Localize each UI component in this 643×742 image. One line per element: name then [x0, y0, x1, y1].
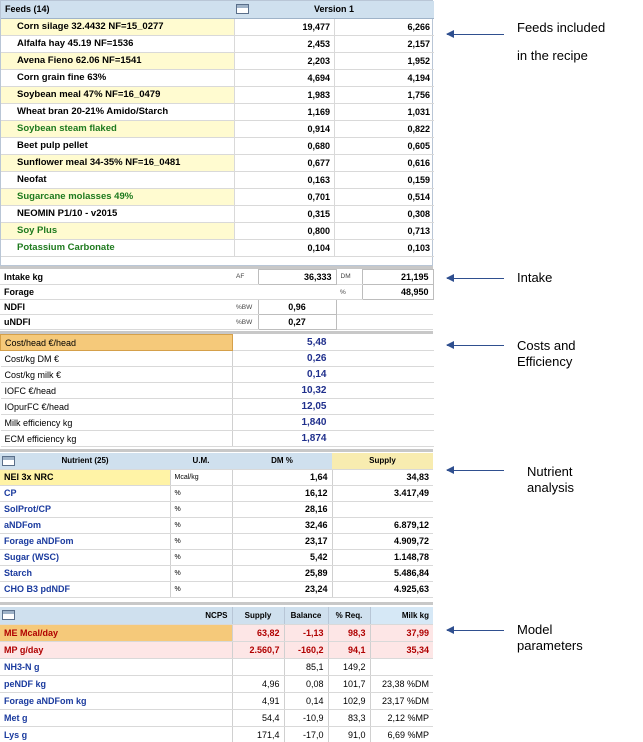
- dm-value[interactable]: 21,195: [362, 270, 433, 285]
- nutrient-name[interactable]: Forage aNDFom: [0, 533, 170, 549]
- feed-name[interactable]: Corn grain fine 63%: [1, 69, 234, 86]
- arrow-model: [447, 630, 504, 631]
- feed-row[interactable]: [1, 222, 434, 239]
- table-icon: [2, 456, 15, 466]
- ncps-name-header[interactable]: [0, 607, 232, 624]
- intake-label: Intake kg: [0, 270, 232, 285]
- costs-panel: [0, 334, 433, 447]
- ncps-supply: 2.560,7: [232, 641, 284, 658]
- feed-af-kg[interactable]: 0,315: [234, 205, 334, 222]
- ncps-milk: 35,34: [370, 641, 433, 658]
- nutrient-name[interactable]: aNDFom: [0, 517, 170, 533]
- ncps-req: 149,2: [328, 658, 370, 675]
- feed-af-kg[interactable]: 0,163: [234, 171, 334, 188]
- annotation-costs-line2: Efficiency: [517, 354, 573, 369]
- feed-row[interactable]: [1, 69, 434, 86]
- nutrient-count-label: Nutrient (25): [61, 456, 109, 466]
- feed-dm-kg[interactable]: 0,514: [335, 188, 434, 205]
- costs-table: [0, 334, 434, 447]
- feed-name[interactable]: Potassium Carbonate: [1, 239, 234, 256]
- nutrient-dm: 5,42: [232, 549, 332, 565]
- ncps-req: 94,1: [328, 641, 370, 658]
- nutrient-unit: %: [170, 581, 232, 597]
- grid-icon: [236, 4, 249, 14]
- nutrient-dm: 1,64: [232, 469, 332, 485]
- arrow-nutrient: [447, 470, 504, 471]
- feeds-table: [1, 1, 434, 257]
- ncps-milk: 37,99: [370, 624, 433, 641]
- ncps-row[interactable]: [0, 658, 433, 675]
- divider: [0, 449, 433, 452]
- undfi-label: uNDFI: [0, 315, 232, 330]
- ncps-row[interactable]: [0, 675, 433, 692]
- feed-af-kg[interactable]: 0,104: [234, 239, 334, 256]
- cost-label: Cost/head €/head: [1, 335, 233, 351]
- ncps-req: 83,3: [328, 709, 370, 726]
- nutrient-supply: 1.148,78: [332, 549, 433, 565]
- feed-dm-kg[interactable]: 0,103: [335, 239, 434, 256]
- cost-empty-cell: [333, 351, 434, 367]
- annotation-feeds-line2: in the recipe: [517, 48, 588, 63]
- annotation-model-line1: Model: [517, 622, 553, 637]
- ncps-req: 101,7: [328, 675, 370, 692]
- nutrient-panel: [0, 453, 433, 600]
- nutrient-unit: %: [170, 517, 232, 533]
- feed-name[interactable]: Corn silage 32.4432 NF=15_0277: [1, 18, 234, 35]
- nutrient-dm: 16,12: [232, 485, 332, 501]
- feed-af-kg[interactable]: 1,983: [234, 86, 334, 103]
- feed-dm-kg[interactable]: 1,756: [335, 86, 434, 103]
- annotation-costs: [517, 338, 576, 370]
- cost-value: 0,26: [233, 351, 333, 367]
- milk-header[interactable]: Milk kg: [370, 607, 433, 624]
- feed-name[interactable]: Avena Fieno 62.06 NF=1541: [1, 52, 234, 69]
- nutrient-name-header[interactable]: [0, 453, 170, 469]
- feed-dm-kg[interactable]: 0,605: [335, 137, 434, 154]
- feed-dm-kg[interactable]: 0,159: [335, 171, 434, 188]
- feed-dm-kg[interactable]: 1,031: [335, 103, 434, 120]
- nutrient-dm: 25,89: [232, 565, 332, 581]
- feed-dm-kg[interactable]: 1,952: [335, 52, 434, 69]
- um-header[interactable]: U.M.: [170, 453, 232, 469]
- nutrient-supply: 4.925,63: [332, 581, 433, 597]
- ncps-title: NCPS: [205, 610, 228, 620]
- arrow-intake: [447, 278, 504, 279]
- nutrient-dm: 32,46: [232, 517, 332, 533]
- cost-row: [1, 351, 434, 367]
- feed-dm-kg[interactable]: 0,822: [335, 120, 434, 137]
- cost-value: 10,32: [233, 383, 333, 399]
- cost-value: 12,05: [233, 399, 333, 415]
- cost-empty-cell: [333, 431, 434, 447]
- ncps-milk: 23,17 %DM: [370, 692, 433, 709]
- nutrient-table: [0, 453, 433, 598]
- cost-label: IOpurFC €/head: [1, 399, 233, 415]
- forage-unit: %: [336, 285, 362, 300]
- ncps-row[interactable]: [0, 692, 433, 709]
- feed-row[interactable]: [1, 35, 434, 52]
- ncps-panel: [0, 607, 433, 742]
- feed-row[interactable]: [1, 188, 434, 205]
- cost-label: Milk efficiency kg: [1, 415, 233, 431]
- nutrient-unit: %: [170, 549, 232, 565]
- feed-dm-kg[interactable]: 2,157: [335, 35, 434, 52]
- feed-af-kg[interactable]: 0,680: [234, 137, 334, 154]
- cost-empty-cell: [333, 415, 434, 431]
- feed-row[interactable]: [1, 52, 434, 69]
- arrow-costs: [447, 345, 504, 346]
- cost-row: [1, 399, 434, 415]
- ndfi-label: NDFI: [0, 300, 232, 315]
- forage-label: Forage: [0, 285, 232, 300]
- feeds-panel: [0, 0, 433, 266]
- feed-af-kg[interactable]: 2,453: [234, 35, 334, 52]
- nutrient-unit: %: [170, 565, 232, 581]
- cost-value: 1,840: [233, 415, 333, 431]
- ncps-supply: [232, 658, 284, 675]
- nutrient-name[interactable]: Sugar (WSC): [0, 549, 170, 565]
- dm-unit: DM: [336, 270, 362, 285]
- ncps-balance: 0,14: [284, 692, 328, 709]
- annotation-feeds-line1: Feeds included: [517, 20, 606, 35]
- feed-row[interactable]: [1, 18, 434, 35]
- nutrient-row[interactable]: [0, 485, 433, 501]
- feed-name[interactable]: Sugarcane molasses 49%: [1, 188, 234, 205]
- nutrient-unit: %: [170, 501, 232, 517]
- af-value[interactable]: 36,333: [258, 270, 336, 285]
- ncps-row[interactable]: [0, 726, 433, 742]
- nutrient-unit: %: [170, 485, 232, 501]
- feed-af-kg[interactable]: 4,694: [234, 69, 334, 86]
- feed-row[interactable]: [1, 86, 434, 103]
- nutrient-supply: 5.486,84: [332, 565, 433, 581]
- feed-row[interactable]: [1, 137, 434, 154]
- cost-value: 5,48: [233, 335, 333, 351]
- feed-row[interactable]: [1, 171, 434, 188]
- feed-row[interactable]: [1, 103, 434, 120]
- cost-row: [1, 335, 434, 351]
- feed-row[interactable]: [1, 239, 434, 256]
- feed-name[interactable]: Beet pulp pellet: [1, 137, 234, 154]
- ncps-balance: -160,2: [284, 641, 328, 658]
- feed-af-kg[interactable]: 0,701: [234, 188, 334, 205]
- ncps-balance: -10,9: [284, 709, 328, 726]
- feed-af-kg[interactable]: 0,914: [234, 120, 334, 137]
- feed-name[interactable]: Neofat: [1, 171, 234, 188]
- nutrient-unit: Mcal/kg: [170, 469, 232, 485]
- ncps-table: [0, 607, 433, 742]
- nutrient-name[interactable]: SolProt/CP: [0, 501, 170, 517]
- annotation-model-line2: parameters: [517, 638, 583, 653]
- feed-row[interactable]: [1, 205, 434, 222]
- nutrient-dm: 28,16: [232, 501, 332, 517]
- annotation-costs-line1: Costs and: [517, 338, 576, 353]
- feed-dm-kg[interactable]: 0,616: [335, 154, 434, 171]
- supply-header[interactable]: Supply: [332, 453, 433, 469]
- ncps-name[interactable]: peNDF kg: [0, 675, 232, 692]
- cost-label: Cost/kg milk €: [1, 367, 233, 383]
- feed-name[interactable]: Wheat bran 20-21% Amido/Starch: [1, 103, 234, 120]
- nutrient-row[interactable]: [0, 533, 433, 549]
- nutrient-name[interactable]: Starch: [0, 565, 170, 581]
- ndfi-row: [0, 300, 433, 315]
- feeds-title[interactable]: Feeds (14): [1, 1, 234, 18]
- forage-row: [0, 285, 433, 300]
- nutrient-supply: [332, 501, 433, 517]
- nutrient-header: [0, 453, 433, 469]
- version-label: Version 1: [314, 4, 355, 15]
- ndfi-value[interactable]: 0,96: [258, 300, 336, 315]
- ncps-balance: -1,13: [284, 624, 328, 641]
- ncps-supply: 54,4: [232, 709, 284, 726]
- feed-name[interactable]: Soybean steam flaked: [1, 120, 234, 137]
- cost-row: [1, 383, 434, 399]
- feed-name[interactable]: Soy Plus: [1, 222, 234, 239]
- feed-row[interactable]: [1, 120, 434, 137]
- dm-header[interactable]: DM %: [232, 453, 332, 469]
- req-header[interactable]: % Req.: [328, 607, 370, 624]
- ncps-row[interactable]: [0, 624, 433, 641]
- cost-row: [1, 431, 434, 447]
- ncps-balance: 0,08: [284, 675, 328, 692]
- feed-name[interactable]: NEOMIN P1/10 - v2015: [1, 205, 234, 222]
- cost-empty-cell: [333, 367, 434, 383]
- intake-row: [0, 270, 433, 285]
- ncps-row[interactable]: [0, 641, 433, 658]
- feed-name[interactable]: Alfalfa hay 45.19 NF=1536: [1, 35, 234, 52]
- annotation-nutrient: [527, 464, 574, 496]
- af-unit: AF: [232, 270, 258, 285]
- ncps-name[interactable]: Forage aNDFom kg: [0, 692, 232, 709]
- nutrient-name[interactable]: NEl 3x NRC: [0, 469, 170, 485]
- cost-label: ECM efficiency kg: [1, 431, 233, 447]
- annotation-feeds: [517, 17, 605, 67]
- nutrient-row[interactable]: [0, 549, 433, 565]
- feed-af-kg[interactable]: 19,477: [234, 18, 334, 35]
- feed-dm-kg[interactable]: 0,308: [335, 205, 434, 222]
- ncps-milk: 2,12 %MP: [370, 709, 433, 726]
- cost-label: IOFC €/head: [1, 383, 233, 399]
- ncps-balance: -17,0: [284, 726, 328, 742]
- undfi-unit: %BW: [232, 315, 258, 330]
- feed-dm-kg[interactable]: 6,266: [335, 18, 434, 35]
- ncps-header: [0, 607, 433, 624]
- nutrient-row[interactable]: [0, 517, 433, 533]
- ncps-balance: 85,1: [284, 658, 328, 675]
- nutrient-supply: 34,83: [332, 469, 433, 485]
- ncps-milk: 23,38 %DM: [370, 675, 433, 692]
- ncps-name[interactable]: MP g/day: [0, 641, 232, 658]
- nutrient-name[interactable]: CP: [0, 485, 170, 501]
- nutrient-unit: %: [170, 533, 232, 549]
- nutrient-supply: 3.417,49: [332, 485, 433, 501]
- nutrient-row[interactable]: [0, 581, 433, 597]
- feeds-header: [1, 1, 434, 18]
- ncps-req: 98,3: [328, 624, 370, 641]
- ncps-milk: 6,69 %MP: [370, 726, 433, 742]
- nutrient-row[interactable]: [0, 565, 433, 581]
- divider: [0, 602, 433, 605]
- ncps-supply: 4,96: [232, 675, 284, 692]
- nutrient-row[interactable]: [0, 501, 433, 517]
- arrow-feeds: [447, 34, 504, 35]
- annotation-nutrient-line1: Nutrient: [527, 464, 573, 479]
- balance-header[interactable]: Balance: [284, 607, 328, 624]
- nutrient-dm: 23,17: [232, 533, 332, 549]
- ncps-supply: 63,82: [232, 624, 284, 641]
- supply-header[interactable]: Supply: [232, 607, 284, 624]
- cost-label: Cost/kg DM €: [1, 351, 233, 367]
- undfi-row: [0, 315, 433, 330]
- ncps-req: 102,9: [328, 692, 370, 709]
- feed-af-kg[interactable]: 0,677: [234, 154, 334, 171]
- cost-empty-cell: [333, 399, 434, 415]
- cost-value: 1,874: [233, 431, 333, 447]
- ncps-milk: [370, 658, 433, 675]
- undfi-value[interactable]: 0,27: [258, 315, 336, 330]
- feed-row[interactable]: [1, 154, 434, 171]
- ncps-name[interactable]: Met g: [0, 709, 232, 726]
- ncps-name[interactable]: NH3-N g: [0, 658, 232, 675]
- feed-dm-kg[interactable]: 4,194: [335, 69, 434, 86]
- nutrient-name[interactable]: CHO B3 pdNDF: [0, 581, 170, 597]
- feed-af-kg[interactable]: 0,800: [234, 222, 334, 239]
- cost-row: [1, 367, 434, 383]
- cost-empty-cell: [333, 335, 434, 351]
- version-header[interactable]: [234, 1, 434, 18]
- ncps-row[interactable]: [0, 709, 433, 726]
- ncps-supply: 171,4: [232, 726, 284, 742]
- ncps-req: 91,0: [328, 726, 370, 742]
- cost-row: [1, 415, 434, 431]
- cost-empty-cell: [333, 383, 434, 399]
- nutrient-row[interactable]: [0, 469, 433, 485]
- cost-value: 0,14: [233, 367, 333, 383]
- feed-af-kg[interactable]: 1,169: [234, 103, 334, 120]
- ncps-supply: 4,91: [232, 692, 284, 709]
- ndfi-unit: %BW: [232, 300, 258, 315]
- intake-table: [0, 269, 434, 330]
- annotation-nutrient-line2: analysis: [527, 480, 574, 495]
- feed-name[interactable]: Soybean meal 47% NF=16_0479: [1, 86, 234, 103]
- nutrient-supply: 6.879,12: [332, 517, 433, 533]
- nutrient-dm: 23,24: [232, 581, 332, 597]
- forage-value[interactable]: 48,950: [362, 285, 433, 300]
- feed-af-kg[interactable]: 2,203: [234, 52, 334, 69]
- annotation-intake: Intake: [517, 270, 553, 285]
- nutrient-supply: 4.909,72: [332, 533, 433, 549]
- table-icon: [2, 610, 15, 620]
- feed-name[interactable]: Sunflower meal 34-35% NF=16_0481: [1, 154, 234, 171]
- ncps-name[interactable]: ME Mcal/day: [0, 624, 232, 641]
- annotation-model: [517, 622, 583, 654]
- feed-dm-kg[interactable]: 0,713: [335, 222, 434, 239]
- ncps-name[interactable]: Lys g: [0, 726, 232, 742]
- intake-panel: [0, 269, 433, 331]
